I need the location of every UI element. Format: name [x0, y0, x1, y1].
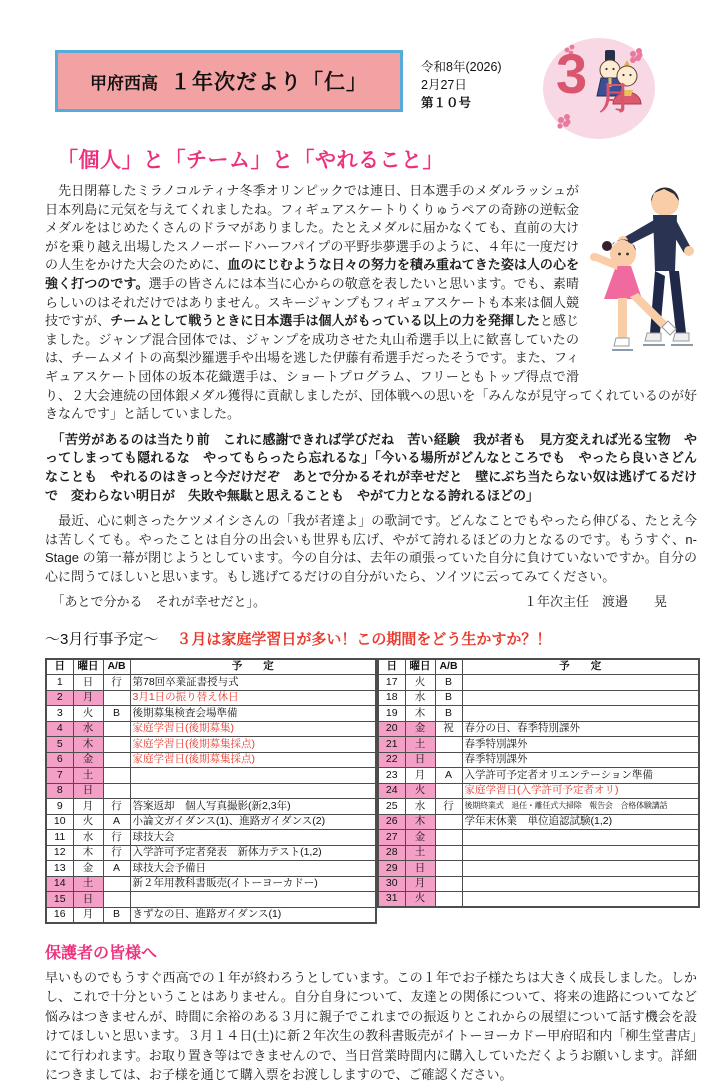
event-cell: 3月1日の振り替え休日	[130, 690, 376, 706]
weekday-cell: 日	[405, 752, 435, 768]
schedule-row	[378, 845, 699, 861]
schedule-row	[46, 721, 376, 737]
weekday-cell: 日	[73, 892, 103, 908]
weekday-cell: 土	[73, 768, 103, 784]
event-cell	[462, 675, 699, 691]
column-header: 日	[46, 659, 73, 675]
column-header: 予 定	[130, 659, 376, 675]
event-cell	[462, 706, 699, 722]
weekday-cell: 水	[73, 721, 103, 737]
weekday-cell: 水	[73, 830, 103, 846]
schedule-row	[46, 876, 376, 892]
weekday-cell: 金	[405, 830, 435, 846]
column-header: A/B	[435, 659, 462, 675]
event-cell: 入学許可予定者発表 新体力テスト(1,2)	[130, 845, 376, 861]
day-cell: 2	[46, 690, 73, 706]
schedule-row	[46, 783, 376, 799]
weekday-cell: 土	[73, 876, 103, 892]
ab-schedule-cell: 行	[103, 845, 130, 861]
day-cell: 4	[46, 721, 73, 737]
day-cell: 15	[46, 892, 73, 908]
parents-body: 早いものでもうすぐ西高での１年が終わろうとしています。この１年でお子様たちは大きく成長しました。しかし、これで十分ということはありません。自分自身について、友達との関係について、将来の進路についてなど悩みはつきませんが、時間に余裕のある３月に親子でこれまでの振返りとこれからの展望について話す機会を設けてほしいと思います。３月１４日(土)に新２年次生の教科書販売がイトーヨーカドー甲府昭和内「柳生堂書店」にて行われます。お取り置き等はできませんので、当日営業時間内に購入していただくようお願いします。詳細につきましては、お子様を通じて購入票をお渡ししますので、ご確認ください。	[45, 969, 697, 1083]
ab-schedule-cell: 祝	[435, 721, 462, 737]
day-cell: 24	[378, 783, 405, 799]
schedule-row	[378, 752, 699, 768]
closing-row	[45, 593, 667, 612]
ab-schedule-cell: B	[435, 690, 462, 706]
event-cell: 後期募集検査会場準備	[130, 706, 376, 722]
weekday-cell: 日	[73, 783, 103, 799]
schedule-row	[46, 907, 376, 923]
ab-schedule-cell: B	[435, 675, 462, 691]
schedule-row	[378, 721, 699, 737]
event-cell	[130, 892, 376, 908]
day-cell: 22	[378, 752, 405, 768]
ab-schedule-cell: 行	[103, 799, 130, 815]
event-cell: 新２年用教科書販売(イトーヨーカドー)	[130, 876, 376, 892]
schedule-row	[378, 737, 699, 753]
day-cell: 18	[378, 690, 405, 706]
weekday-cell: 木	[405, 706, 435, 722]
weekday-cell: 日	[405, 861, 435, 877]
text-segment: 血のにじむような日々の努力を積み重ねてきた姿は人の心を強く打つのです。	[45, 257, 579, 291]
schedule-row	[46, 861, 376, 877]
schedule-row	[46, 675, 376, 691]
event-cell	[462, 861, 699, 877]
day-cell: 19	[378, 706, 405, 722]
article-paragraph-ketsumeishi: 最近、心に刺さったケツメイシさんの「我が者達よ」の歌詞です。どんなことでもやったら伸びる、たとえ今は苦しくても。やったことは自分の出会いも世界も広げ、やがて誇れるほどの力となるのです。もうすぐ、n-Stage の第一幕が閉じようとしています。今の自分は、去年の頑張っていた自分に負けていないですか。自分の心に問うてほしいと思います。もし逃げてるだけの自分がいたら、ソイツに云ってみてください。	[45, 513, 697, 584]
weekday-cell: 火	[73, 706, 103, 722]
schedule-row	[46, 737, 376, 753]
day-cell: 1	[46, 675, 73, 691]
ab-schedule-cell	[103, 892, 130, 908]
text-segment: 先日閉幕したミラノコルティナ冬季オリンピックでは連日、日本選手のメダルラッシュが日本列島に元気を与えてくれましたね。フィギュアスケートりくりゅうペアの奇跡の逆転金メダルをはじめたくさんのドラマがありました。たとえメダルに届かなくても、直前の大けがを乗り越え出場したスノーボードハーフパイプの平野歩夢選手のように、４年に一度だけの人生をかけた大会のために、	[45, 183, 579, 273]
schedule-row	[46, 706, 376, 722]
issue-info	[421, 58, 502, 112]
weekday-cell: 火	[405, 783, 435, 799]
column-header: A/B	[103, 659, 130, 675]
event-cell: 答案返却 個人写真撮影(新2,3年)	[130, 799, 376, 815]
schedule-row	[378, 876, 699, 892]
day-cell: 30	[378, 876, 405, 892]
event-cell: 春分の日、春季特別課外	[462, 721, 699, 737]
schedule-row	[378, 861, 699, 877]
schedule-row	[46, 892, 376, 908]
event-cell: 入学許可予定者オリエンテーション準備	[462, 768, 699, 784]
schedule-row	[378, 814, 699, 830]
day-cell: 26	[378, 814, 405, 830]
ab-schedule-cell: A	[103, 814, 130, 830]
ab-schedule-cell: 行	[435, 799, 462, 815]
weekday-cell: 月	[405, 768, 435, 784]
ab-schedule-cell	[435, 861, 462, 877]
ab-schedule-cell	[435, 845, 462, 861]
month-badge	[543, 38, 655, 139]
event-cell	[462, 892, 699, 908]
ab-schedule-cell: B	[103, 706, 130, 722]
event-cell: 春季特別課外	[462, 737, 699, 753]
text-segment: と感じました。ジャンプ混合団体では、ジャンプを成功させた丸山希選手以上に歓喜していたのは、チームメイトの高梨沙羅選手や出場を逃した伊藤有希選手だったそうです。また、フィギュアスケート団体の坂本花織選手は、ショートプログラム、フリーともトップ得点で滑り、２大会連続の団体銀メダル獲得に貢献しましたが、団体戦への思いを「みんなが見守ってくれているのが好きなんです」と話していました。	[45, 313, 697, 422]
schedule-row	[46, 814, 376, 830]
event-cell: 第78回卒業証書授与式	[130, 675, 376, 691]
ab-schedule-cell: 行	[103, 675, 130, 691]
event-cell	[462, 830, 699, 846]
event-cell	[462, 690, 699, 706]
event-cell: 家庭学習日(後期募集)	[130, 721, 376, 737]
day-cell: 23	[378, 768, 405, 784]
ab-schedule-cell	[103, 876, 130, 892]
weekday-cell: 木	[73, 737, 103, 753]
day-cell: 29	[378, 861, 405, 877]
ab-schedule-cell: 行	[103, 830, 130, 846]
author-signature: １年次主任 渡邉 晃	[523, 594, 667, 610]
weekday-cell: 水	[405, 690, 435, 706]
schedule-headline: ３月は家庭学習日が多い！この期間をどう生かすか？！	[176, 631, 552, 649]
schedule-row	[378, 830, 699, 846]
issue-number: 第１０号	[421, 96, 472, 111]
schedule-row	[378, 706, 699, 722]
day-cell: 28	[378, 845, 405, 861]
event-cell	[462, 845, 699, 861]
column-header: 曜日	[405, 659, 435, 675]
column-header: 日	[378, 659, 405, 675]
ab-schedule-cell	[435, 892, 462, 908]
month-number: 3	[556, 42, 588, 105]
schedule-table-left	[45, 658, 377, 924]
weekday-cell: 金	[73, 752, 103, 768]
ab-schedule-cell: B	[435, 706, 462, 722]
weekday-cell: 火	[405, 675, 435, 691]
ab-schedule-cell	[435, 830, 462, 846]
schedule-row	[378, 892, 699, 908]
schedule-row	[378, 690, 699, 706]
day-cell: 31	[378, 892, 405, 908]
weekday-cell: 水	[405, 799, 435, 815]
day-cell: 9	[46, 799, 73, 815]
schedule-row	[378, 768, 699, 784]
day-cell: 17	[378, 675, 405, 691]
event-cell: きずなの日、進路ガイダンス(1)	[130, 907, 376, 923]
day-cell: 27	[378, 830, 405, 846]
ab-schedule-cell	[103, 737, 130, 753]
weekday-cell: 火	[405, 892, 435, 908]
ab-schedule-cell	[103, 721, 130, 737]
text-segment: 選手の皆さんには本当に心からの敬意を表したいと思います。でも、素晴らしいのはそれだけではありません。スキージャンプもフィギュアスケートも本来は個人競技ですが、	[45, 275, 579, 329]
ab-schedule-cell	[435, 737, 462, 753]
ab-schedule-cell	[435, 752, 462, 768]
weekday-cell: 月	[73, 690, 103, 706]
header	[0, 0, 707, 138]
column-header: 予 定	[462, 659, 699, 675]
event-cell: 家庭学習日(入学許可予定者オリ)	[462, 783, 699, 799]
event-cell: 球技大会	[130, 830, 376, 846]
schedule-label: ～3月行事予定～	[45, 631, 159, 649]
column-header: 曜日	[73, 659, 103, 675]
ab-schedule-cell: A	[435, 768, 462, 784]
day-cell: 10	[46, 814, 73, 830]
ab-schedule-cell	[435, 814, 462, 830]
schedule-tables	[45, 658, 707, 924]
weekday-cell: 金	[73, 861, 103, 877]
day-cell: 5	[46, 737, 73, 753]
closing-quote: 「あとで分かる それが幸せだと」。	[45, 594, 267, 610]
weekday-cell: 月	[73, 799, 103, 815]
weekday-cell: 木	[73, 845, 103, 861]
event-cell	[130, 783, 376, 799]
figure-skaters-icon	[585, 176, 697, 364]
schedule-row	[46, 799, 376, 815]
day-cell: 20	[378, 721, 405, 737]
schedule-row	[378, 675, 699, 691]
ab-schedule-cell	[435, 876, 462, 892]
day-cell: 13	[46, 861, 73, 877]
event-cell: 球技大会予備日	[130, 861, 376, 877]
schedule-header	[45, 628, 699, 649]
event-cell: 春季特別課外	[462, 752, 699, 768]
day-cell: 25	[378, 799, 405, 815]
schedule-table-right	[377, 658, 700, 908]
weekday-cell: 日	[73, 675, 103, 691]
schedule-row	[46, 845, 376, 861]
ab-schedule-cell: B	[103, 907, 130, 923]
day-cell: 12	[46, 845, 73, 861]
day-cell: 7	[46, 768, 73, 784]
weekday-cell: 木	[405, 814, 435, 830]
schedule-row	[378, 783, 699, 799]
lyrics-quote: 「苦労があるのは当たり前 これに感謝できれば学びだね 苦い経験 我が者も 見方変えれば光る宝物 やってしまっても隠れるな やってもらったら忘れるな」「今いる場所がどんなところでも やったら良いさどんなことも やれるのはきっと今だけだぞ あとで分かるそれが幸せだと 壁にぶち当たらない奴は逃げてるだけで 変わらない明日が 失敗や無駄と思えることも やがて力となる誇れるほどの」	[45, 431, 697, 503]
parents-heading: 保護者の皆様へ	[45, 944, 158, 962]
masthead-box	[55, 50, 403, 112]
weekday-cell: 月	[405, 876, 435, 892]
event-cell: 学年末休業 単位追認試験(1,2)	[462, 814, 699, 830]
schedule-row	[378, 799, 699, 815]
day-cell: 8	[46, 783, 73, 799]
event-cell: 家庭学習日(後期募集採点)	[130, 752, 376, 768]
article-body	[45, 182, 697, 612]
event-cell: 家庭学習日(後期募集採点)	[130, 737, 376, 753]
day-cell: 11	[46, 830, 73, 846]
weekday-cell: 月	[73, 907, 103, 923]
issue-date: 2月27日	[421, 78, 467, 93]
school-name: 甲府西高	[90, 73, 158, 93]
weekday-cell: 火	[73, 814, 103, 830]
ab-schedule-cell	[435, 783, 462, 799]
era-year: 令和8年(2026)	[421, 60, 502, 74]
ab-schedule-cell	[103, 783, 130, 799]
weekday-cell: 土	[405, 845, 435, 861]
weekday-cell: 土	[405, 737, 435, 753]
day-cell: 3	[46, 706, 73, 722]
day-cell: 16	[46, 907, 73, 923]
ab-schedule-cell	[103, 768, 130, 784]
ab-schedule-cell	[103, 752, 130, 768]
event-cell: 後期終業式 退任・離任式大掃除 報告会 合格体験講話	[462, 799, 699, 815]
day-cell: 14	[46, 876, 73, 892]
schedule-row	[46, 830, 376, 846]
schedule-row	[46, 690, 376, 706]
day-cell: 6	[46, 752, 73, 768]
schedule-row	[46, 768, 376, 784]
event-cell	[462, 876, 699, 892]
month-kanji: 月	[599, 80, 632, 116]
weekday-cell: 金	[405, 721, 435, 737]
day-cell: 21	[378, 737, 405, 753]
newsletter-title: １年次だより「仁」	[170, 71, 368, 94]
event-cell: 小論文ガイダンス(1)、進路ガイダンス(2)	[130, 814, 376, 830]
ab-schedule-cell	[103, 690, 130, 706]
schedule-row	[46, 752, 376, 768]
article-title: 「個人」と「チーム」と「やれること」	[57, 149, 444, 172]
ab-schedule-cell: A	[103, 861, 130, 877]
text-segment: チームとして戦うときに日本選手は個人がもっている以上の力を発揮した	[110, 313, 540, 329]
event-cell	[130, 768, 376, 784]
